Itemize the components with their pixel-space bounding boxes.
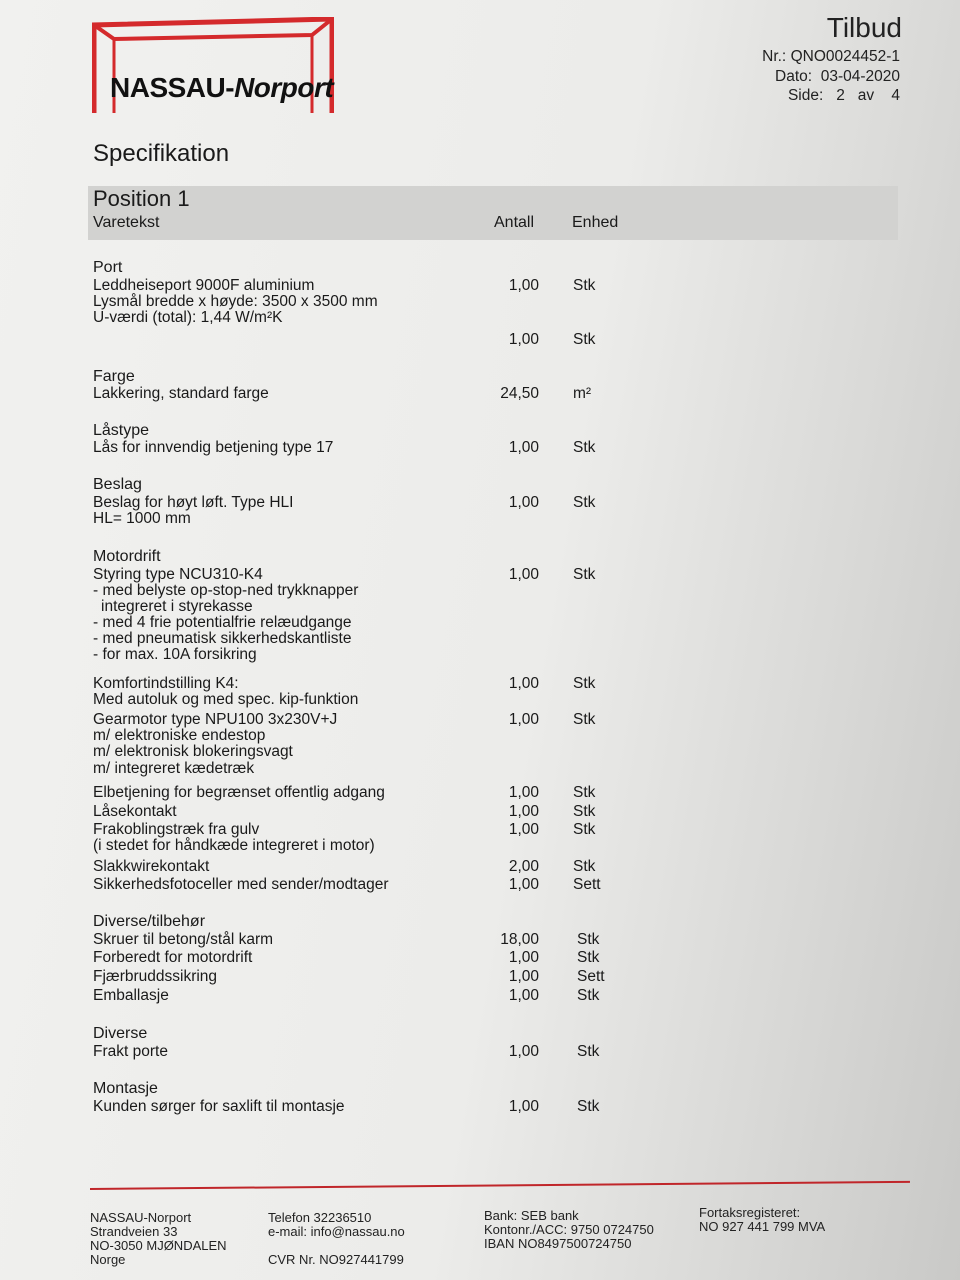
item-unit: Sett [573, 876, 601, 893]
footer-contact [268, 1211, 405, 1239]
item-description: Lås for innvendig betjening type 17 [93, 439, 334, 456]
footer-cvr: CVR Nr. NO927441799 [268, 1252, 404, 1267]
column-header-varetekst: Varetekst [93, 214, 160, 231]
section-heading: Port [93, 259, 123, 276]
section-heading: Farge [93, 368, 135, 385]
document-type: Tilbud [826, 12, 902, 43]
item-description: (i stedet for håndkæde integreret i motor) [93, 837, 375, 854]
item-description: Frakoblingstræk fra gulv [93, 821, 260, 838]
nr-label: Nr.: [762, 48, 787, 65]
footer-bank-name: Bank: SEB bank [484, 1208, 579, 1223]
side-label: Side: [787, 87, 824, 104]
item-description: Forberedt for motordrift [93, 949, 253, 966]
item-description: HL= 1000 mm [93, 510, 191, 527]
item-quantity: 1,00 [508, 949, 539, 966]
section-heading: Diverse [93, 1025, 148, 1042]
item-description: Frakt porte [93, 1043, 168, 1060]
item-quantity: 1,00 [508, 439, 539, 456]
quote-date [775, 68, 900, 86]
item-unit: Stk [573, 439, 596, 456]
position-header-band [88, 186, 898, 240]
item-description: Med autoluk og med spec. kip-funktion [93, 691, 359, 708]
dato-label: Dato: [775, 68, 813, 85]
column-header-antall: Antall [494, 214, 535, 231]
footer-phone: Telefon 32236510 [268, 1210, 372, 1225]
item-description: - for max. 10A forsikring [93, 646, 257, 663]
logo-name-part1: NASSAU- [110, 72, 235, 103]
item-description: Gearmotor type NPU100 3x230V+J [93, 711, 338, 728]
item-unit: Stk [573, 711, 596, 728]
item-description: Styring type NCU310-K4 [93, 566, 263, 583]
item-description: Beslag for høyt løft. Type HLI [93, 494, 294, 511]
item-unit: Stk [577, 987, 600, 1004]
section-heading: Beslag [93, 476, 142, 493]
item-quantity: 1,00 [508, 1098, 539, 1115]
side-of: av [857, 87, 875, 104]
item-quantity: 1,00 [508, 566, 539, 583]
item-quantity: 2,00 [508, 858, 539, 875]
footer-registry-label: Fortaksregisteret: [699, 1205, 801, 1220]
item-unit: Stk [577, 931, 600, 948]
footer-company: NASSAU-Norport [90, 1210, 192, 1225]
footer-address [90, 1211, 227, 1267]
footer-city: NO-3050 MJØNDALEN [90, 1238, 227, 1253]
side-total: 4 [891, 87, 900, 104]
position-title: Position 1 [93, 186, 190, 211]
footer-account: Kontonr./ACC: 9750 0724750 [484, 1222, 654, 1237]
item-unit: Stk [577, 1043, 600, 1060]
item-unit: Stk [577, 949, 600, 966]
item-unit: Stk [573, 784, 596, 801]
item-description: Leddheiseport 9000F aluminium [93, 277, 315, 294]
item-description: U-værdi (total): 1,44 W/m²K [93, 309, 283, 326]
item-quantity: 1,00 [508, 784, 539, 801]
section-heading: Motordrift [93, 548, 161, 565]
item-quantity: 1,00 [508, 331, 539, 348]
item-description: Fjærbruddssikring [93, 968, 218, 985]
item-quantity: 1,00 [508, 803, 539, 820]
item-quantity: 1,00 [508, 968, 539, 985]
item-description: m/ integreret kædetræk [93, 760, 255, 777]
item-description: Lakkering, standard farge [93, 385, 269, 402]
item-description: Slakkwirekontakt [93, 858, 210, 875]
quote-number [762, 48, 900, 66]
item-unit: Stk [573, 494, 596, 511]
company-logo [110, 72, 333, 104]
item-description: integreret i styrekasse [101, 598, 253, 615]
item-quantity: 1,00 [508, 675, 539, 692]
nr-value: QNO0024452-1 [790, 48, 900, 65]
section-heading: Montasje [93, 1080, 158, 1097]
item-quantity: 1,00 [508, 987, 539, 1004]
footer-iban: IBAN NO8497500724750 [484, 1236, 632, 1251]
item-description: Elbetjening for begrænset offentlig adgang [93, 784, 385, 801]
item-quantity: 1,00 [508, 1043, 539, 1060]
item-unit: Stk [573, 803, 596, 820]
footer-email: e-mail: info@nassau.no [268, 1224, 405, 1239]
item-quantity: 1,00 [508, 876, 539, 893]
item-quantity: 1,00 [508, 711, 539, 728]
item-description: m/ elektroniske endestop [93, 727, 266, 744]
section-title: Specifikation [93, 140, 230, 167]
section-heading: Diverse/tilbehør [93, 913, 206, 930]
item-quantity: 24,50 [500, 385, 539, 402]
footer-street: Strandveien 33 [90, 1224, 178, 1239]
footer-bank [484, 1209, 654, 1251]
item-unit: Stk [573, 566, 596, 583]
section-heading: Låstype [93, 422, 150, 439]
footer-vat-number: NO 927 441 799 MVA [699, 1219, 826, 1234]
item-description: Lysmål bredde x høyde: 3500 x 3500 mm [93, 293, 378, 310]
item-description: - med belyste op-stop-ned trykknapper [93, 582, 359, 599]
item-quantity: 1,00 [508, 277, 539, 294]
item-unit: m² [573, 385, 592, 402]
side-current: 2 [836, 87, 845, 104]
item-description: Låsekontakt [93, 803, 177, 820]
footer-registry [699, 1206, 825, 1234]
item-description: Sikkerhedsfotoceller med sender/modtager [93, 876, 389, 893]
item-description: Komfortindstilling K4: [93, 675, 239, 692]
item-description: Emballasje [93, 987, 169, 1004]
item-description: Kunden sørger for saxlift til montasje [93, 1098, 345, 1115]
dato-value: 03-04-2020 [820, 68, 900, 85]
footer-divider [90, 1181, 910, 1190]
item-unit: Stk [573, 858, 596, 875]
item-unit: Stk [573, 821, 596, 838]
item-unit: Stk [573, 277, 596, 294]
column-header-enhed: Enhed [572, 214, 619, 231]
item-unit: Stk [577, 1098, 600, 1115]
item-unit: Stk [573, 331, 596, 348]
item-unit: Stk [573, 675, 596, 692]
page-indicator [788, 87, 900, 105]
footer-country: Norge [90, 1252, 126, 1267]
item-quantity: 1,00 [508, 821, 539, 838]
item-quantity: 18,00 [500, 931, 539, 948]
logo-name-part2: Norport [234, 72, 334, 103]
item-description: m/ elektronisk blokeringsvagt [93, 743, 293, 760]
item-description: - med pneumatisk sikkerhedskantliste [93, 630, 352, 647]
item-description: Skruer til betong/stål karm [93, 931, 274, 948]
item-unit: Sett [577, 968, 605, 985]
item-description: - med 4 frie potentialfrie relæudgange [93, 614, 352, 631]
item-quantity: 1,00 [508, 494, 539, 511]
